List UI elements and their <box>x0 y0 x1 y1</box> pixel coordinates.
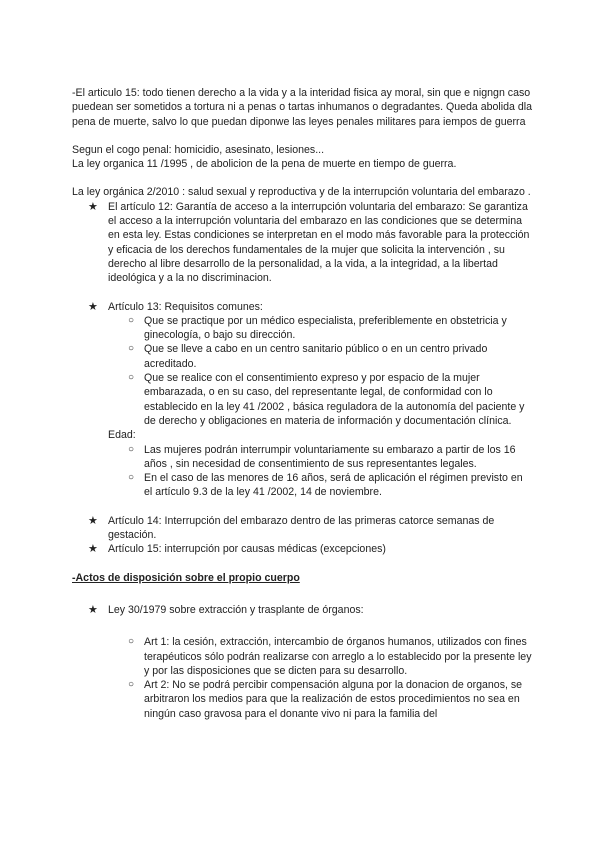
sub-bullet-text: Que se realice con el consentimiento expreso y por espacio de la mujer embarazada, o en su caso, del representante legal, de conformidad con lo establecido en la ley 41 /2002 , básica reguladora de la autonomía del paciente y de derecho y obligaciones en materia de información y documentación clínica. <box>144 372 525 427</box>
circle-bullet-icon: ○ <box>128 343 135 355</box>
bullet-articulo-12 <box>72 200 532 286</box>
document-page <box>72 86 532 721</box>
star-bullet-icon: ★ <box>88 200 98 213</box>
circle-bullet-icon: ○ <box>128 314 135 326</box>
sub-bullet-text: Art 1: la cesión, extracción, intercambio de órganos humanos, utilizados con fines terapéuticos sólo podrán realizarse con arreglo a lo establecido por la presente ley y por las disposiciones que se dicten para su desarrollo. <box>144 636 532 677</box>
edad-label: Edad: <box>108 429 136 442</box>
bullet-articulo-15 <box>72 542 532 556</box>
sub-bullet-edad-2 <box>72 471 532 500</box>
circle-bullet-icon: ○ <box>128 679 135 691</box>
sub-bullet-text: En el caso de las menores de 16 años, será de aplicación el régimen previsto en el artículo 9.3 de la ley 41 /2002, 14 de noviembre. <box>144 472 523 499</box>
star-bullet-icon: ★ <box>88 543 98 556</box>
star-bullet-icon: ★ <box>88 514 98 527</box>
sub-bullet-edad-1 <box>72 443 532 472</box>
paragraph-codigo-penal: Segun el cogo penal: homicidio, asesinato, lesiones... <box>72 143 325 156</box>
bullet-text: Ley 30/1979 sobre extracción y trasplante de órganos: <box>108 603 364 616</box>
sub-bullet-requisito-2 <box>72 342 532 371</box>
paragraph-ley-11-1995: La ley organica 11 /1995 , de abolicion de la pena de muerte en tiempo de guerra. <box>72 158 457 171</box>
sub-bullet-requisito-1 <box>72 314 532 343</box>
bullet-articulo-14 <box>72 514 532 543</box>
sub-bullet-text: Que se lleve a cabo en un centro sanitario público o en un centro privado acreditado. <box>144 343 488 370</box>
bullet-text: Artículo 14: Interrupción del embarazo dentro de las primeras catorce semanas de gestación. <box>108 514 495 542</box>
sub-bullet-art-1 <box>72 635 532 678</box>
sub-bullet-text: Las mujeres podrán interrumpir voluntariamente su embarazo a partir de los 16 años , sin necesidad de consentimiento de sus representantes legales. <box>144 443 516 470</box>
circle-bullet-icon: ○ <box>128 372 135 384</box>
sub-bullet-text: Art 2: No se podrá percibir compensación alguna por la donacion de organos, se arbitraron los medios para que la realización de estos procedimientos no sea en ningún caso gravosa para el donante vivo ni para la familia del <box>144 679 523 720</box>
sub-bullet-art-2 <box>72 678 532 721</box>
bullet-articulo-13 <box>72 300 532 314</box>
bullet-ley-30-1979 <box>72 603 532 617</box>
star-bullet-icon: ★ <box>88 300 98 313</box>
bullet-text: El artículo 12: Garantía de acceso a la interrupción voluntaria del embarazo: Se garantiza el acceso a la interrupción voluntaria del embarazo en las condiciones que se determina en esta ley. Estas condiciones se interpretan en el modo más favorable para la protección y eficacia de los derechos fundamentales de la mujer que solicita la intervención , su derecho al libre desarrollo de la personalidad, a la vida, a la integridad, a la libertad ideológica y a la no discriminacion. <box>108 200 530 285</box>
paragraph-articulo-15: -El articulo 15: todo tienen derecho a la vida y a la interidad fisica ay moral, sin que e nigngn caso puedean ser sometidos a tortura ni a penas o tartas inhumanos o degradantes. Queda abolida dla pena de muerte, salvo lo que puedan diponwe las leyes penales militares para iempos de guerra <box>72 87 532 128</box>
bullet-text: Artículo 15: interrupción por causas médicas (excepciones) <box>108 543 386 556</box>
section-heading: -Actos de disposición sobre el propio cuerpo <box>72 571 300 584</box>
sub-bullet-text: Que se practique por un médico especialista, preferiblemente en obstetricia y ginecología, o bajo su dirección. <box>144 314 507 342</box>
paragraph-ley-2-2010: La ley orgánica 2/2010 : salud sexual y reproductiva y de la interrupción voluntaria del embarazo . <box>72 186 531 199</box>
circle-bullet-icon: ○ <box>128 636 135 648</box>
sub-bullet-requisito-3 <box>72 371 532 428</box>
circle-bullet-icon: ○ <box>128 472 135 484</box>
star-bullet-icon: ★ <box>88 603 98 616</box>
bullet-text: Artículo 13: Requisitos comunes: <box>108 300 263 313</box>
circle-bullet-icon: ○ <box>128 443 135 455</box>
